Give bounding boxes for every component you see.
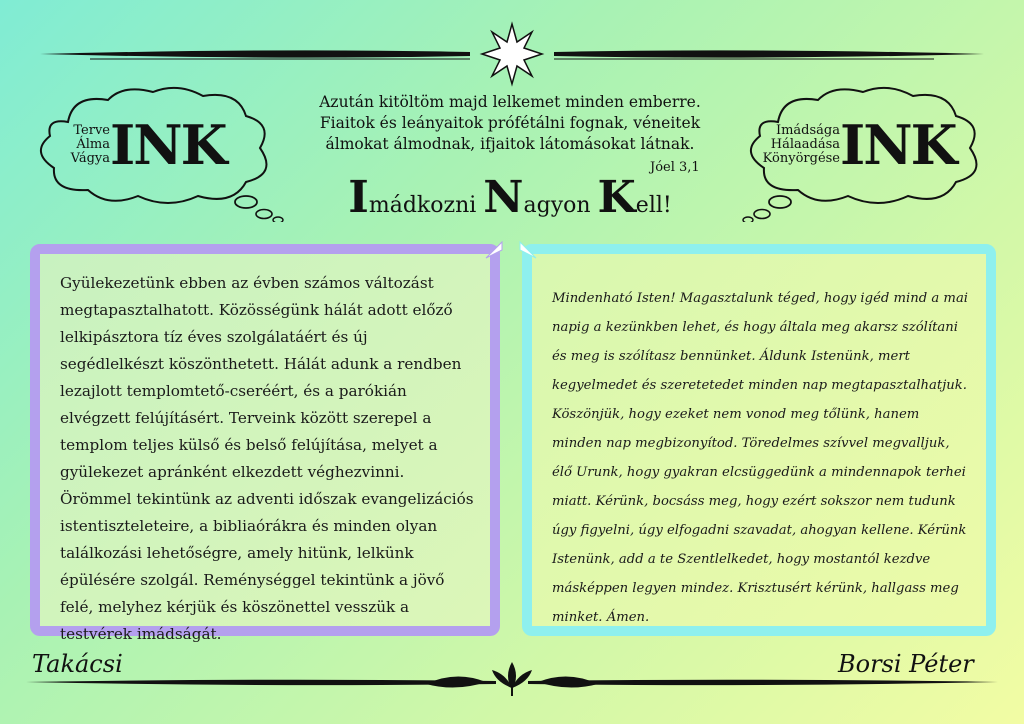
star-icon xyxy=(482,24,542,84)
right-text-box xyxy=(522,244,996,636)
top-star-ornament xyxy=(30,18,994,88)
motto-rest-1: mádkozni xyxy=(368,193,484,218)
left-box-text: Gyülekezetünk ebben az évben számos változást megtapasztalhatott. Közösségünk hálát adott előző lelkipásztora tíz éves szolgálatáért és új segédlelkészt köszönthetett. Hálát adunk a rendben lezajlott templomtető-cseréért, és a parókián elvégzett felújításért. Terveink között szerepel a templom teljes külső és belső felújítása, melyet a gyülekezet apránként elkezdett véghezvinni. Örömmel tekintünk az adventi időszak evangelizációs istentiszteleteire, a bibliaórákra és minden olyan találkozási lehetőségre, amely hitünk, lelkünk épülésére szolgál. Reménységgel tekintünk a jövő felé, melyhez kérjük és köszönettel vesszük a testvérek imádságát. xyxy=(60,274,474,643)
bible-verse xyxy=(300,92,720,155)
left-text-box xyxy=(30,244,500,643)
right-cloud-words xyxy=(756,124,840,166)
signature-left: Takácsi xyxy=(32,650,123,678)
motto-rest-3: ell! xyxy=(635,193,672,218)
motto-rest-2: agyon xyxy=(523,193,598,218)
left-word-2: Álma xyxy=(76,137,110,152)
motto-cap-2: N xyxy=(483,172,524,223)
right-word-1: Imádsága xyxy=(775,123,840,138)
motto-cap-3: K xyxy=(597,172,636,223)
left-cloud-words xyxy=(58,124,110,166)
right-word-3: Könyörgése xyxy=(762,151,840,166)
right-box-corner-icon xyxy=(518,240,538,260)
left-ink-acronym: INK xyxy=(110,113,226,177)
signature-right: Borsi Péter xyxy=(838,650,974,678)
right-box-prayer: Mindenható Isten! Magasztalunk téged, hogy igéd mind a mai napig a kezünkben lehet, és hogy általa meg akarsz szólítani és meg is szólítasz bennünket. Áldunk Istenünk, mert kegyelmedet és szeretetedet minden nap megtapasztalhatjuk. Köszönjük, hogy ezeket nem vonod meg tőlünk, hanem minden nap megbizonyítod. Töredelmes szívvel megvalljuk, élő Urunk, hogy gyakran elcsüggedünk a mindennapok terhei miatt. Kérünk, bocsáss meg, hogy ezért sokszor nem tudunk úgy figyelni, úgy elfogadni szavadat, ahogyan kellene. Kérünk Istenünk, add a te Szentlelkedet, hogy mostantól kezdve másképpen legyen mindez. Krisztusért kérünk, hallgass meg minket. Ámen. xyxy=(552,291,969,625)
left-box-corner-icon xyxy=(484,240,504,260)
verse-line-2: Fiaitok és leányaitok prófétálni fognak, véneitek xyxy=(319,114,701,132)
right-word-2: Hálaadása xyxy=(770,137,840,152)
verse-reference: Jóel 3,1 xyxy=(650,160,700,175)
leaf-icon xyxy=(492,662,532,696)
verse-line-3: álmokat álmodnak, ifjaitok látomásokat látnak. xyxy=(325,135,695,153)
verse-line-1: Azután kitöltöm majd lelkemet minden emberre. xyxy=(319,93,701,111)
motto-cap-1: I xyxy=(348,172,369,223)
left-word-3: Vágya xyxy=(70,151,110,166)
motto xyxy=(300,172,720,223)
left-word-1: Terve xyxy=(73,123,110,138)
right-ink-acronym: INK xyxy=(840,113,956,177)
